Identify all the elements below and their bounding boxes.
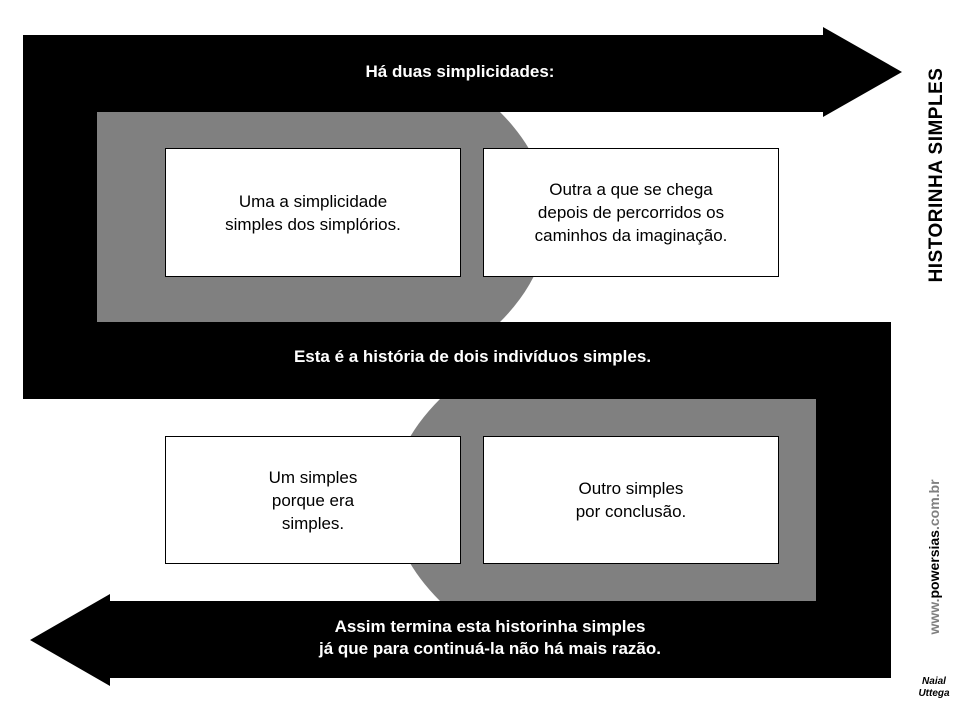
box-top-right <box>483 148 779 277</box>
website-prefix: www. <box>926 598 942 635</box>
box-bottom-right-line-2: por conclusão. <box>575 502 687 521</box>
box-bottom-left <box>165 436 461 564</box>
box-top-left-line-2: simples dos simplórios. <box>225 214 401 234</box>
box-bottom-right-line-1: Outro simples <box>578 479 684 498</box>
box-top-right-line-2: depois de percorridos os <box>537 203 725 222</box>
author-signature <box>908 676 960 700</box>
box-top-right-line-1: Outra a que se chega <box>549 180 713 199</box>
box-top-left-line-1: Uma a simplicidade <box>238 191 388 211</box>
box-bottom-left-line-2: porque era <box>271 490 355 510</box>
website-name: powersias <box>926 530 942 599</box>
website-link[interactable] <box>926 479 942 634</box>
author-line-1: Naial <box>922 676 946 687</box>
website-suffix: .com.br <box>926 479 942 531</box>
middle-banner-text: Esta é a história de dois indivíduos simples. <box>293 347 652 366</box>
box-top-right-line-3: caminhos da imaginação. <box>534 226 728 245</box>
author-line-2: Uttega <box>918 688 950 699</box>
box-bottom-left-line-3: simples. <box>281 513 345 533</box>
side-title: HISTORINHA SIMPLES <box>926 67 947 283</box>
top-banner-text: Há duas simplicidades: <box>365 62 555 81</box>
box-bottom-right <box>483 436 779 564</box>
box-top-left <box>165 148 461 277</box>
bottom-banner-line-1: Assim termina esta historinha simples <box>334 617 646 636</box>
box-bottom-left-line-1: Um simples <box>268 467 358 487</box>
bottom-banner-text <box>190 616 790 660</box>
bottom-banner-line-2: já que para continuá-la não há mais razão. <box>319 639 661 658</box>
